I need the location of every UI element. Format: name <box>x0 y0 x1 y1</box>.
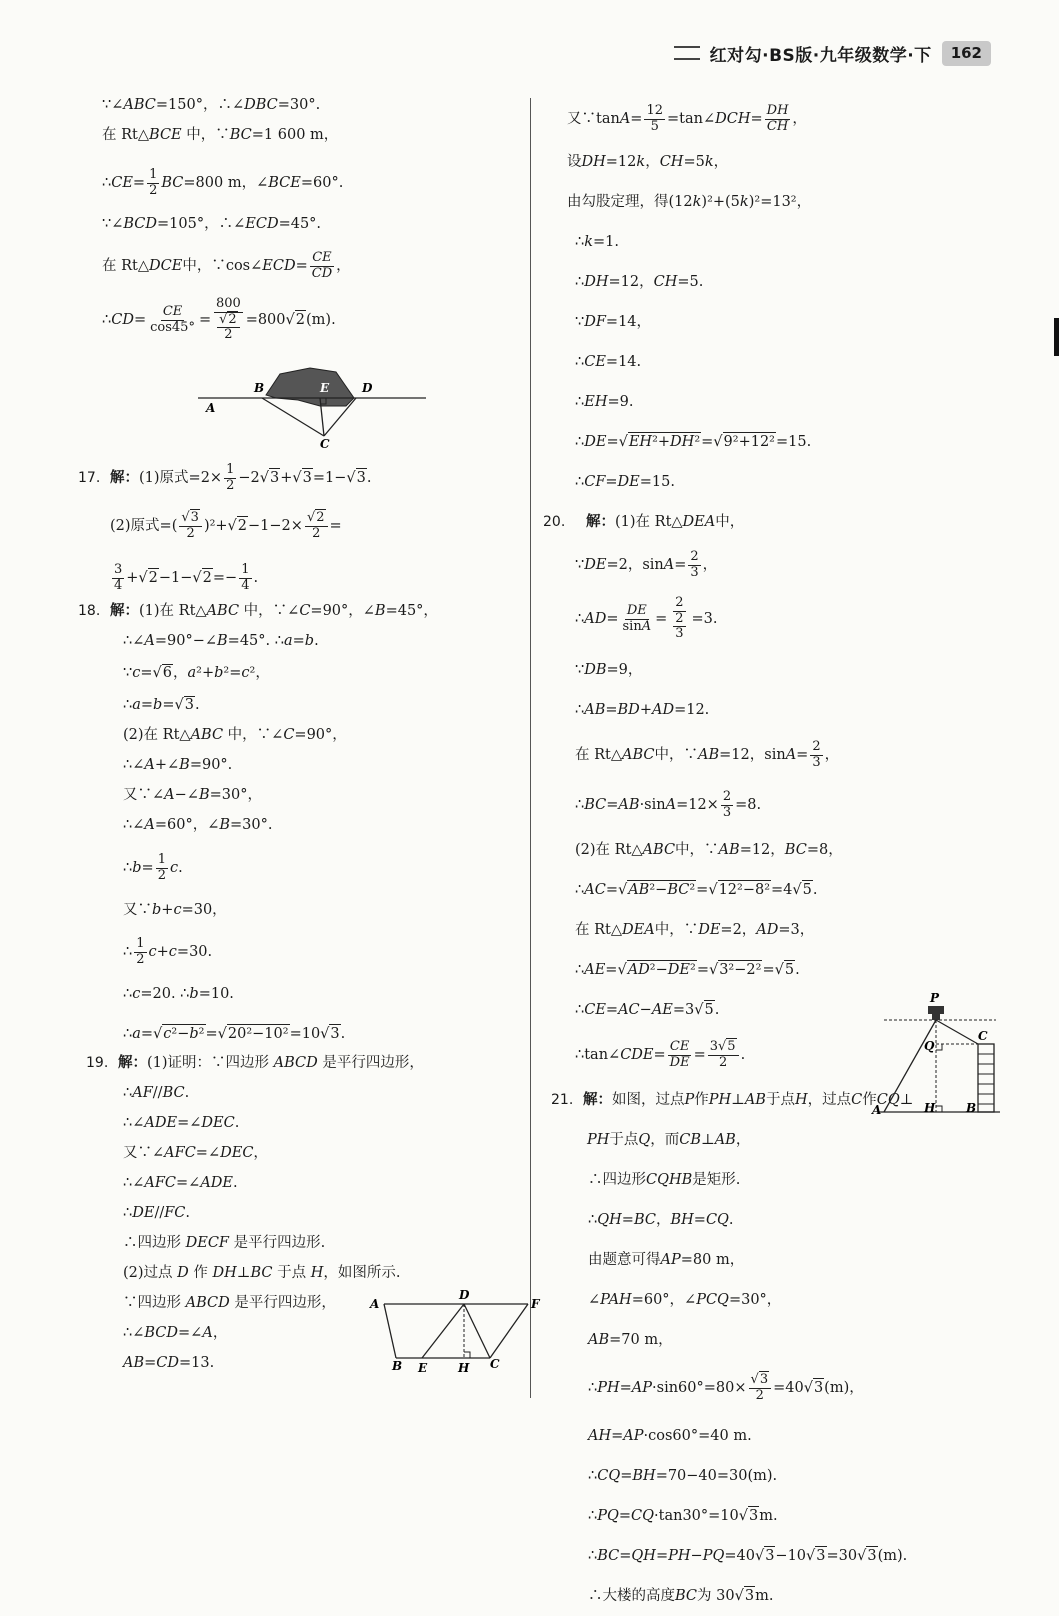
problem-18-line: ∴∠A=60°，∠B=30°. <box>123 817 273 833</box>
fig19-label-e: E <box>418 1361 428 1375</box>
problem-21-line: PH 于点 Q ，而 CB ⊥ AB ， <box>587 1131 751 1148</box>
edge-tab-mark <box>1054 318 1059 356</box>
fig19-label-b: B <box>392 1359 403 1373</box>
problem-20-line: ∴tan∠ CDE = $\frac{CE}{DE}$ = $\frac{3√5}{2}$ . <box>575 1038 746 1070</box>
problem-18-line: ∴ b = $\frac{1}{2}$ c . <box>123 851 183 883</box>
problem-19-line: ∴AF//BC. <box>123 1085 190 1101</box>
problem-20-line: ∵ DE =2，sin A = $\frac{2}{3}$ ， <box>575 548 718 580</box>
problem-17-line: (2)原式=( $\frac{√3}{2}$ )²+√ 2 −1−2× $\frac{√2}{2}$ = <box>110 509 342 541</box>
problem-18-line: ∴a=b=√3. <box>123 697 200 713</box>
problem-20-line: ∴ CE = AC − AE =3√ 5 . <box>575 1001 720 1019</box>
problem-19-line: (2)过点 D 作 DH⊥BC 于点 H，如图所示. <box>123 1265 401 1281</box>
problem-18-line: ∴∠A=90°−∠B=45°. ∴a=b. <box>123 633 319 649</box>
problem-18-line: 又∵∠A−∠B=30°， <box>123 787 262 803</box>
problem-19-line: ∴ DH =12， CH =5. <box>575 273 704 290</box>
problem-21-line: ∴大楼的高度 BC 为 30√ 3 m. <box>588 1587 774 1605</box>
problem-20-line: ∴ AC =√ AB²−BC² =√ 12²−8² =4√ 5 . <box>575 881 818 899</box>
figure-21-diagram <box>866 988 1006 1132</box>
problem-21-line: ∴ PQ = CQ ·tan30°=10√ 3 m. <box>588 1507 778 1525</box>
problem-19-line: ∴DE//FC. <box>123 1205 190 1221</box>
right-column <box>543 96 1023 1616</box>
fig16-label-e: E <box>320 381 330 395</box>
figure-19-diagram <box>368 1286 548 1382</box>
problem-19-line: ∴ CF = DE =15. <box>575 473 675 490</box>
problem-20-line: 在 Rt△ ABC 中，∵ AB =12，sin A = $\frac{2}{3}$ ， <box>575 738 840 770</box>
problem-19-line: ∴ k =1. <box>575 233 620 250</box>
problem-19-line: 又∵tan A = $\frac{12}{5}$ =tan∠ DCH = $\frac{DH}{CH}$ ， <box>567 102 807 134</box>
problem-21-line: AB =70 m， <box>588 1331 673 1348</box>
problem-17-line: $\frac{3}{4}$ +√ 2 −1−√ 2 =− $\frac{1}{4}$ . <box>114 561 259 593</box>
problem-20-line: ∴ AD = $\frac{DE}{\sin A}$ = $\frac{2}{\frac{2}{3}}$ =3. <box>575 594 718 642</box>
left-column <box>78 96 518 1384</box>
solution-line: ∵∠ABC=150°，∴∠DBC=30°. <box>102 97 321 113</box>
problem-20-line: ∵ DB =9， <box>575 661 643 678</box>
book-title: 红对勾·BS版·九年级数学·下 <box>709 45 932 66</box>
problem-19-line: ∵四边形 ABCD 是平行四边形， <box>123 1295 336 1311</box>
problem-19-line: 19. 解：(1)证明：∵四边形 ABCD 是平行四边形， <box>86 1055 424 1071</box>
problem-21-line: 由题意可得 AP =80 m， <box>588 1251 745 1268</box>
problem-19-line: ∴ DE =√ EH²+DH² =√ 9²+12² =15. <box>575 433 812 451</box>
problem-18-line: ∴∠A+∠B=90°. <box>123 757 233 773</box>
solution-line: 在 Rt△ DCE 中，∵cos∠ ECD = $\frac{CE}{CD}$ ， <box>102 249 351 281</box>
problem-21-line: ∴ CQ = BH =70−40=30(m). <box>588 1467 778 1484</box>
problem-19-line: ∴四边形 DECF 是平行四边形. <box>123 1235 326 1251</box>
problem-21-line: AH = AP ·cos60°=40 m. <box>588 1427 752 1444</box>
problem-21-line: 21. 解： 如图，过点 P 作 PH ⊥ AB 于点 H ，过点 C 作 CQ ⊥ <box>551 1091 914 1108</box>
fig21-label-q: Q <box>924 1039 935 1053</box>
fig16-label-b: B <box>254 381 265 395</box>
problem-21-line: ∴ QH = BC ， BH = CQ . <box>588 1211 734 1228</box>
problem-20-line: (2)在 Rt△ ABC 中，∵ AB =12， BC =8， <box>575 841 843 858</box>
problem-18-line: ∵c=√6，a²+b²=c²， <box>123 665 270 681</box>
page-number-badge: 162 <box>942 41 991 66</box>
problem-21-line: ∠ PAH =60°，∠ PCQ =30°， <box>588 1291 782 1308</box>
figure-16-diagram <box>198 360 433 456</box>
problem-19-line: ∴ EH =9. <box>575 393 634 410</box>
problem-19-line: 设 DH =12 k ， CH =5 k ， <box>567 153 729 170</box>
fig16-label-c: C <box>320 437 330 451</box>
column-divider <box>530 98 531 1398</box>
problem-21-line: ∴四边形 CQHB 是矩形. <box>588 1171 741 1188</box>
problem-21-line: ∴ BC = QH = PH − PQ =40√ 3 −10√ 3 =30√ 3 (m). <box>588 1547 908 1565</box>
problem-19-line: ∵ DF =14， <box>575 313 652 330</box>
problem-21-line: ∴ PH = AP ·sin60°=80× $\frac{√3}{2}$ =40√ 3 (m)， <box>588 1371 864 1403</box>
fig21-label-p: P <box>930 991 940 1005</box>
problem-20-line: 在 Rt△ DEA 中，∵ DE =2， AD =3， <box>575 921 815 938</box>
fig19-label-f: F <box>531 1297 540 1311</box>
header-decoration <box>674 46 700 60</box>
fig19-label-c: C <box>490 1357 500 1371</box>
fig21-label-b: B <box>966 1101 977 1115</box>
problem-20-line: ∴ BC = AB ·sin A =12× $\frac{2}{3}$ =8. <box>575 788 762 820</box>
problem-19-line: 由勾股定理，得(12 k )²+(5 k )²=13²， <box>567 193 812 210</box>
problem-17-line: 17. 解： (1)原式=2× $\frac{1}{2}$ −2√ 3 +√ 3 =1−√ 3 . <box>78 461 372 493</box>
fig19-label-d: D <box>459 1288 470 1302</box>
problem-18-line: 又∵ b + c =30， <box>123 901 227 918</box>
fig19-label-a: A <box>370 1297 380 1311</box>
problem-19-line: ∴∠BCD=∠A， <box>123 1325 228 1341</box>
problem-19-line: ∴∠ADE=∠DEC. <box>123 1115 240 1131</box>
fig21-label-c: C <box>978 1029 988 1043</box>
fig16-label-a: A <box>206 401 216 415</box>
fig16-label-d: D <box>362 381 373 395</box>
problem-18-line: 18. 解：(1)在 Rt△ABC 中，∵∠C=90°，∠B=45°， <box>78 603 438 619</box>
problem-18-line: ∴ $\frac{1}{2}$ c + c =30. <box>123 935 213 967</box>
problem-20-line: ∴ AE =√ AD²−DE² =√ 3²−2² =√ 5 . <box>575 961 800 979</box>
fig21-label-a: A <box>872 1103 882 1117</box>
fig21-label-h: H <box>924 1101 936 1115</box>
solution-line: 在 Rt△BCE 中，∵BC=1 600 m， <box>102 127 339 143</box>
solution-line: ∵∠ BCD =105°，∴∠ ECD =45°. <box>102 215 322 232</box>
solution-line: ∴ CE = $\frac{1}{2}$ BC =800 m，∠ BCE =60°. <box>102 166 344 198</box>
problem-19-line: AB=CD=13. <box>123 1355 215 1371</box>
problem-18-line: ∴ c =20. ∴ b =10. <box>123 985 234 1002</box>
problem-19-line: ∴ CE =14. <box>575 353 642 370</box>
problem-20-line: 20. 解： (1)在 Rt△ DEA 中， <box>543 513 745 530</box>
problem-19-line: 又∵∠AFC=∠DEC， <box>123 1145 268 1161</box>
problem-19-line: ∴∠AFC=∠ADE. <box>123 1175 238 1191</box>
fig19-label-h: H <box>458 1361 470 1375</box>
problem-20-line: ∴ AB = BD + AD =12. <box>575 701 710 718</box>
solution-line: ∴ CD = $\frac{CE}{\cos 45^\circ}$ = $\frac{800}{\frac{√2}{2}}$ =800√ 2 (m). <box>102 295 336 343</box>
page-header <box>674 38 991 68</box>
problem-18-line: ∴ a =√ c²−b² =√ 20²−10² =10√ 3 . <box>123 1025 346 1043</box>
problem-18-line: (2)在 Rt△ABC 中，∵∠C=90°， <box>123 727 347 743</box>
